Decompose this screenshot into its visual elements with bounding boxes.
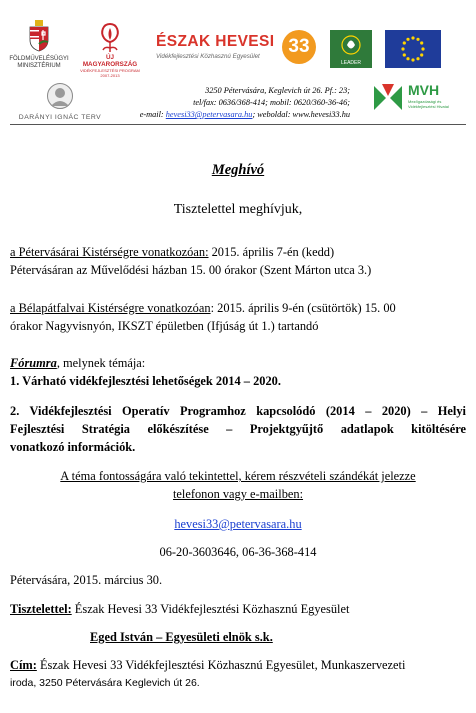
event2-date: : 2015. április 9-én (csütörtök) 15. 00: [210, 301, 396, 315]
invite-email-link[interactable]: hevesi33@petervasara.hu: [174, 517, 302, 531]
event1-date: 2015. április 7-én (kedd): [208, 245, 335, 259]
header-divider: [10, 124, 466, 125]
contact-phones: tel/fax: 0636/368-414; mobil: 0620/360-36-46;: [193, 98, 350, 107]
address-text: Észak Hevesi 33 Vidékfejlesztési Közhasznú Egyesület, Munkaszervezeti: [36, 658, 406, 672]
contact-email-web: [140, 109, 350, 121]
ministry-name-line2: MINISZTÉRIUM: [17, 63, 61, 69]
event1-line2: Pétervásáran az Művelődési házban 15. 00 órakor (Szent Márton utca 3.): [10, 263, 372, 277]
leader-star-icon: [330, 30, 372, 60]
ministry-name-line1: FÖLDMŰVELÉSÜGYI: [9, 56, 69, 62]
letter-date: Pétervására, 2015. március 30.: [10, 573, 163, 587]
signer: Eged István – Egyesületi elnök s.k.: [90, 630, 273, 644]
program-logo: [80, 20, 140, 78]
brand-subtitle: Vidékfejlesztési Közhasznú Egyesület: [156, 53, 260, 60]
address-label: Cím:: [10, 658, 37, 672]
topic-item-1: 1. Várható vidékfejlesztési lehetőségek 2014 – 2020.: [10, 374, 281, 388]
event2-label: a Bélapátfalvai Kistérségre vonatkozóan: [10, 301, 211, 315]
page-title: Meghívó: [211, 162, 265, 178]
address-line2: iroda, 3250 Pétervására Keglevich út 26.: [10, 677, 200, 689]
forum-heading: [10, 355, 145, 371]
email-row: [0, 516, 476, 532]
mvh-logo: [372, 80, 464, 116]
contact-web: ; weboldal: www.hevesi33.hu: [252, 110, 350, 119]
brand-number-badge: [282, 30, 316, 64]
forum-text: , melynek témája:: [56, 356, 146, 370]
mvh-mark-icon: [372, 82, 404, 114]
contact-email-prefix: e-mail:: [139, 110, 166, 119]
brand-logo: [154, 30, 318, 68]
leader-logo: [330, 30, 372, 68]
phone-numbers: 06-20-3603646, 06-36-368-414: [159, 545, 317, 559]
request-line2: telefonon vagy e-mailben:: [172, 487, 304, 501]
event2-line1: [10, 300, 396, 316]
topic-item-2-line1: 2. Vidékfejlesztési Operatív Programhoz kapcsolódó (2014 – 2020) – Helyi: [10, 404, 466, 418]
contact-email-link[interactable]: hevesi33@petervasara.hu: [165, 110, 253, 119]
regards-line: [10, 601, 349, 617]
portrait-icon: [47, 82, 73, 110]
brand-number: 33: [288, 36, 310, 57]
eu-stars-icon: [385, 30, 441, 68]
tulip-icon: [95, 20, 125, 54]
regards-label: Tisztelettel:: [10, 602, 72, 616]
daranyi-logo: [14, 82, 106, 121]
topic-item-2-line2: Fejlesztési Stratégia előkészítése – Projektgyűjtő adatlapok kitöltésére: [10, 422, 466, 436]
mvh-label: MVH: [408, 82, 440, 98]
program-years: 2007-2013: [100, 73, 120, 78]
program-name: ÚJ MAGYARORSZÁG: [82, 54, 138, 68]
regards-org: Észak Hevesi 33 Vidékfejlesztési Közhasznú Egyesület: [71, 602, 350, 616]
mvh-sub: Mezőgazdasági és Vidékfejlesztési Hivatal: [408, 99, 449, 109]
brand-title: ÉSZAK HEVESI: [156, 33, 275, 50]
coat-of-arms-icon: [27, 20, 51, 52]
program-sub: VIDÉKFEJLESZTÉSI PROGRAM: [80, 68, 140, 73]
topic-item-2-line3: vonatkozó információk.: [10, 440, 136, 454]
contact-address: 3250 Pétervására, Keglevich út 26. Pf.: 23;: [205, 86, 350, 95]
address-line1: [10, 657, 405, 673]
forum-label: Fórumra: [10, 356, 57, 370]
request-line1: A téma fontosságára való tekintettel, kérem részvételi szándékát jelezze: [60, 469, 416, 483]
greeting: Tisztelettel meghívjuk,: [173, 202, 303, 217]
leader-label: LEADER: [340, 60, 361, 66]
daranyi-label: DARÁNYI IGNÁC TERV: [18, 114, 102, 121]
eu-flag: [385, 30, 441, 68]
event2-line2: órakor Nagyvisnyón, IKSZT épületben (Ifjúság út 1.) tartandó: [10, 319, 319, 333]
event1-line1: [10, 244, 334, 260]
ministry-logo: [8, 20, 70, 70]
event1-label: a Pétervásárai Kistérségre vonatkozóan:: [10, 245, 209, 259]
